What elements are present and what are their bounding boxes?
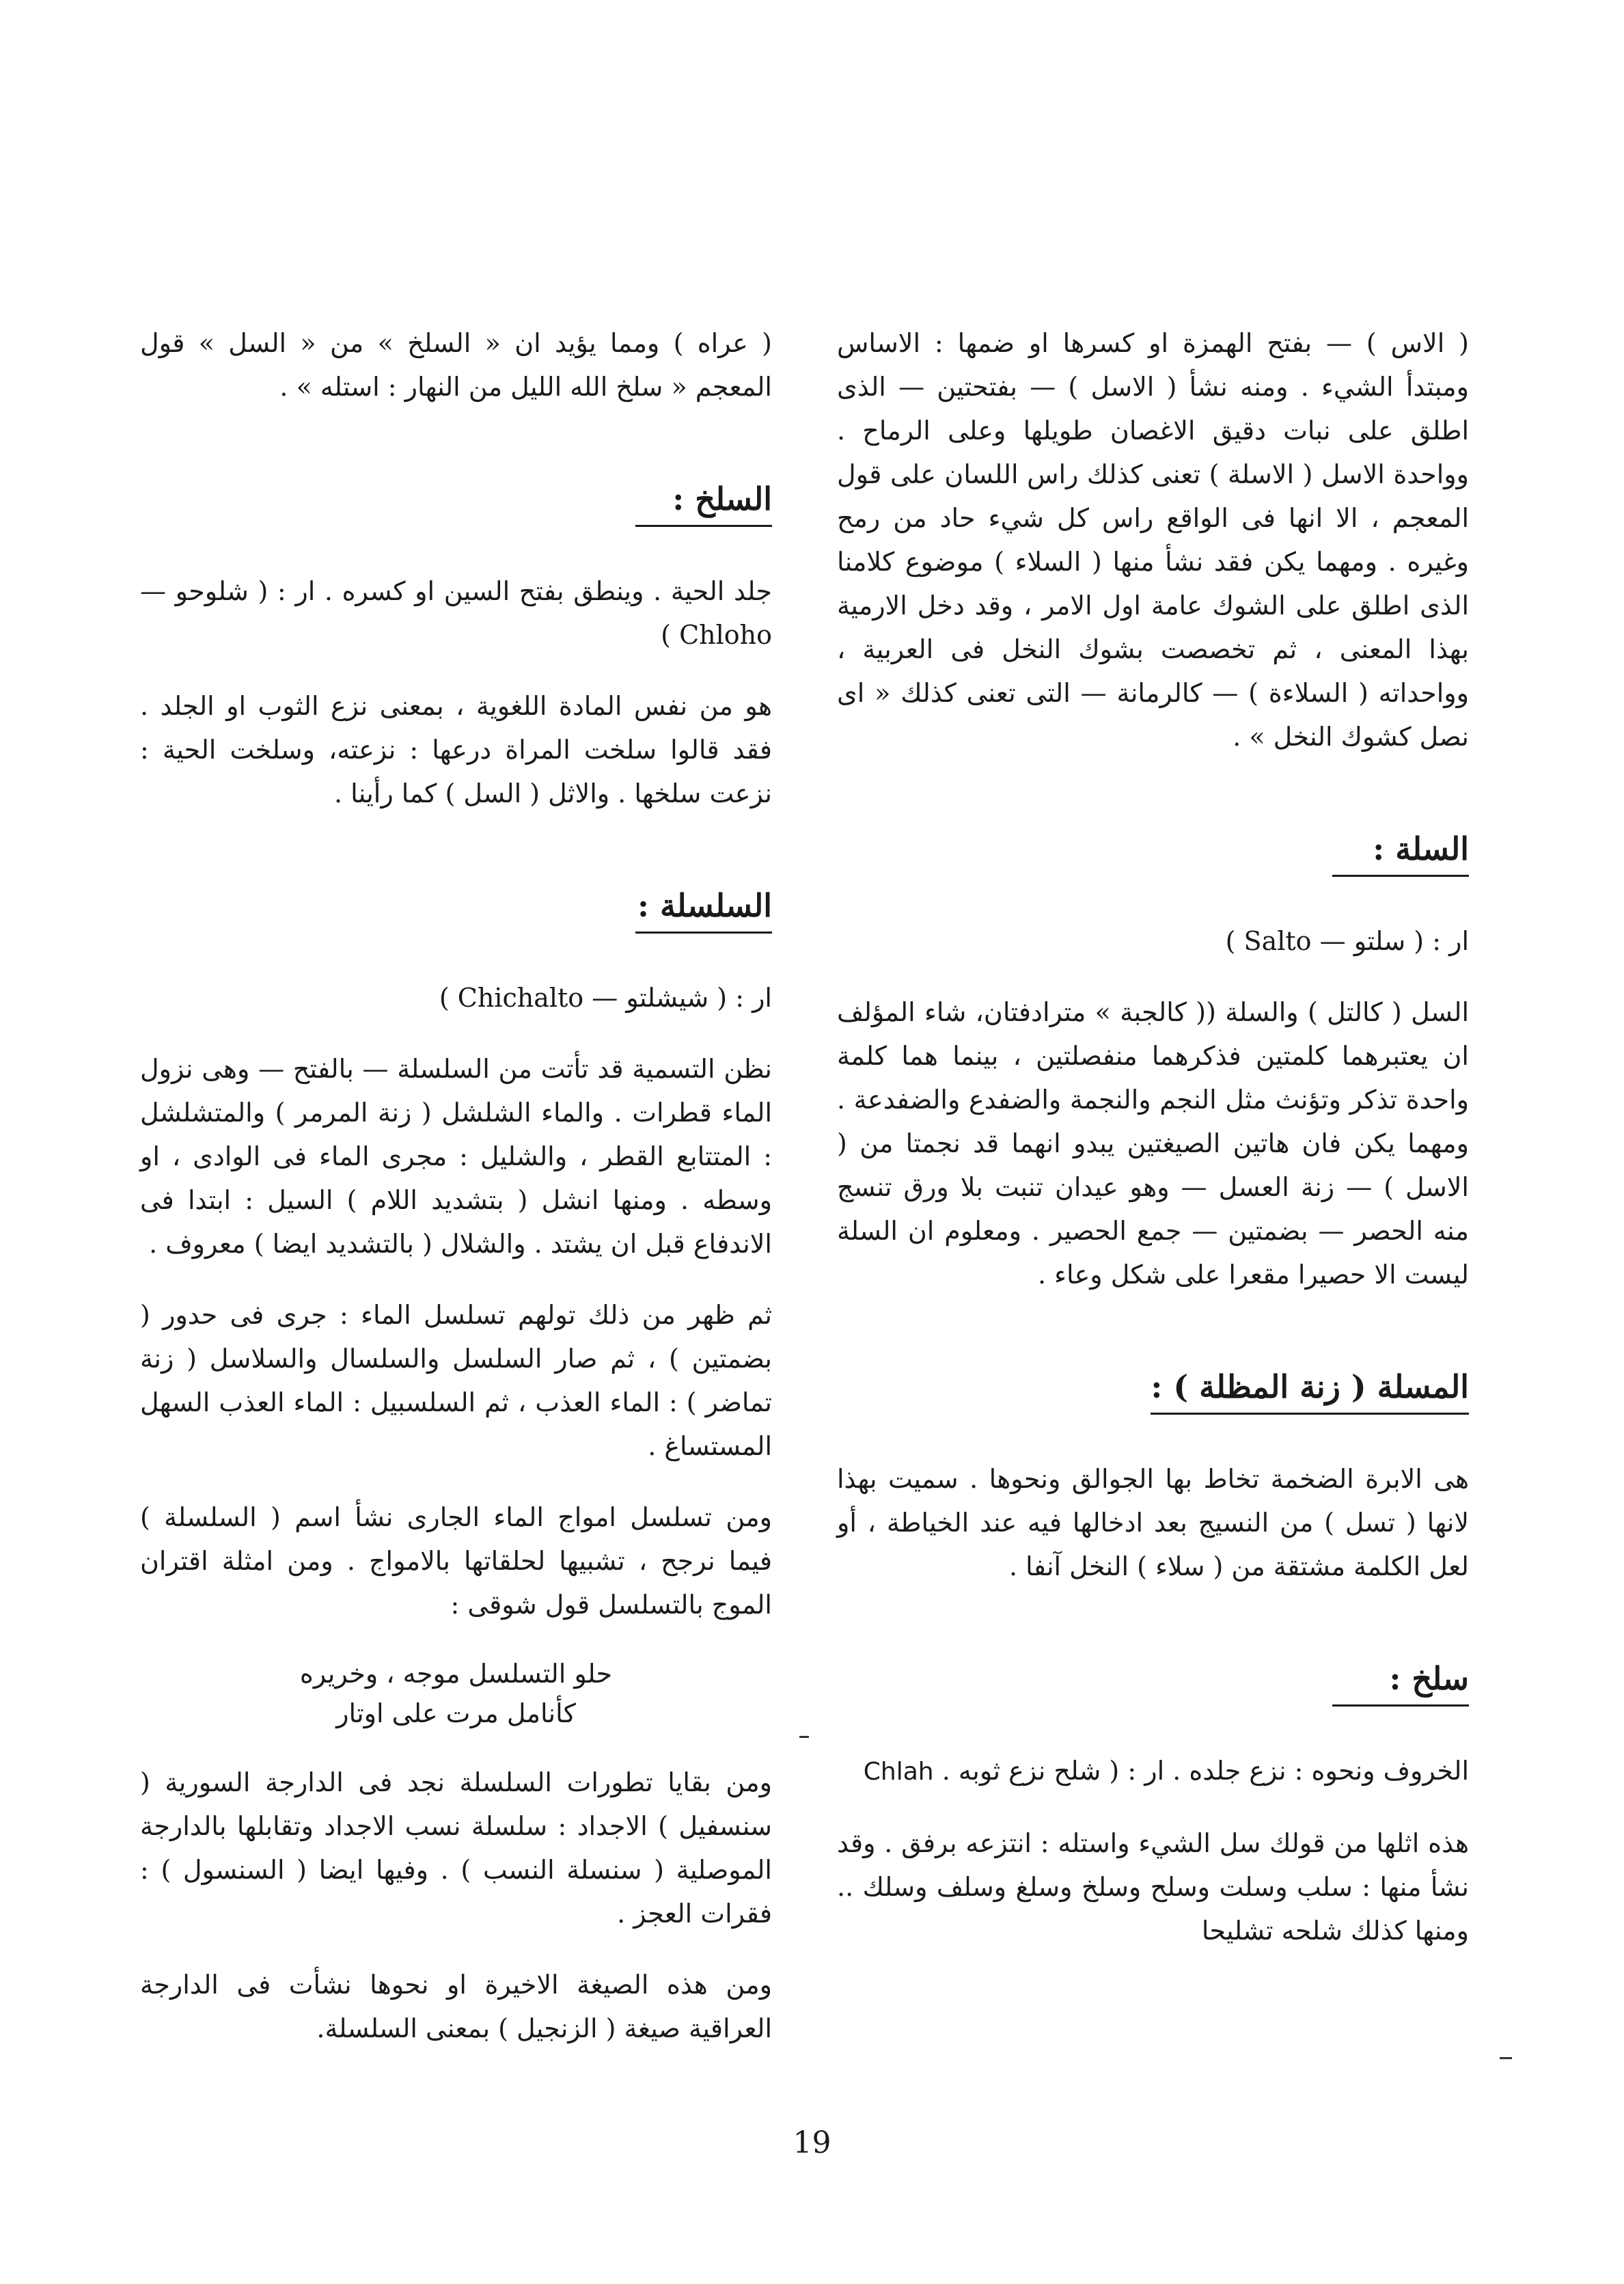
- scan-mark: [1500, 2057, 1512, 2059]
- paragraph-silsilah-1: نظن التسمية قد تأتت من السلسلة — بالفتح — وهى نزول الماء قطرات . والماء الشلشل ( زنة المرمر ) والمتشلشل : المتتابع القطر ، والشليل : مجرى الماء فى الوادى ، او وسطه . ومنها انشل ( بتشديد اللام ) السيل : ابتدا فى الاندفاع قبل ان يشتد . والشلال ( بالتشديد ايضا ) معروف .: [140, 1054, 772, 1259]
- paragraph-silsilah-5: ومن هذه الصيغة الاخيرة او نحوها نشأت فى الدارجة العراقية صيغة ( الزنجيل ) بمعنى السلسلة.: [140, 1970, 772, 2043]
- left-column: [140, 321, 772, 2078]
- salakha-text: الخروف ونحوه : نزع جلده . ار : ( شلح نزع ثوبه .: [941, 1756, 1469, 1786]
- heading-al-silkh: السلخ :: [635, 477, 772, 527]
- heading-al-sallah: السلة :: [1332, 827, 1469, 877]
- heading-al-misallah: المسلة ( زنة المظلة ) :: [1151, 1365, 1469, 1415]
- paragraph-silsilah-4: ومن بقايا تطورات السلسلة نجد فى الدارجة السورية ( سنسفيل ) الاجداد : سلسلة نسب الاجداد وتقابلها بالدارجة الموصلية ( سنسلة النسب ) . وفيها ايضا ( السنسول ) : فقرات العجز .: [140, 1767, 772, 1929]
- aramaic-ref-salto: ار : ( سلتو — Salto ): [1225, 926, 1469, 956]
- heading-al-silsilah: السلسلة :: [635, 884, 772, 934]
- poem-line-1: حلو التسلسل موجه ، وخريره: [299, 1659, 613, 1689]
- poem-line-2: كأنامل مرت على اوتار: [336, 1698, 576, 1728]
- paragraph-sall-origin: هذه اثلها من قولك سل الشيء واستله : انتزعه برفق . وقد نشأ منها : سلب وسلت وسلح وسلخ وسلغ وسلف وسلك .. ومنها كذلك شلحه تشليحا: [837, 1828, 1469, 1946]
- paragraph-silsilah-3: ومن تسلسل امواج الماء الجارى نشأ اسم ( السلسلة ) فيما نرجح ، تشبيها لحلقاتها بالامواج . ومن امثلة اقتران الموج بالتسلسل قول شوقى :: [140, 1502, 772, 1620]
- scan-mark: [799, 1736, 809, 1738]
- aramaic-ref-chichalto: ار : ( شيشلتو — Chichalto ): [439, 983, 772, 1013]
- salakha-latin: Chlah: [863, 1758, 934, 1786]
- paragraph-silkh-origin: هو من نفس المادة اللغوية ، بمعنى نزع الثوب او الجلد . فقد قالوا سلخت المراة درعها : نزعته، وسلخت الحية : نزعت سلخها . والاثل ( السل ) كما رأينا .: [140, 691, 772, 808]
- paragraph-al-as: ( الاس ) — بفتح الهمزة او كسرها او ضمها : الاساس ومبتدأ الشيء . ومنه نشأ ( الاسل ) — بفتحتين — الذى اطلق على نبات دقيق الاغصان طويلها وعلى الرماح . وواحدة الاسل ( الاسلة ) تعنى كذلك راس اللسان على قول المعجم ، الا انها فى الواقع راس كل شيء حاد من رمح وغيره . ومهما يكن فقد نشأ منها ( السلاء ) موضوع كلامنا الذى اطلق على الشوك عامة اول الامر ، وقد دخل الارمية بهذا المعنى ، ثم تخصصت بشوك النخل فى العربية ، وواحداته ( السلاءة ) — كالرمانة — التى تعنى كذلك « اى نصل كشوك النخل » .: [837, 328, 1469, 752]
- right-column: [837, 321, 1469, 1980]
- paragraph-salakha: [837, 1749, 1469, 1794]
- paragraph-al-misallah: هى الابرة الضخمة تخاط بها الجوالق ونحوها . سميت بهذا لانها ( تسل ) من النسيج بعد ادخالها فيه عند الخياطة ، أو لعل الكلمة مشتقة من ( سلاء ) النخل آنفا .: [837, 1464, 1469, 1581]
- paragraph-silsilah-2: ثم ظهر من ذلك تولهم تسلسل الماء : جرى فى حدور ( بضمتين ) ، ثم صار السلسل والسلسال والسلاسل ( زنة تماضر ) : الماء العذب ، ثم السلسبيل : الماء العذب السهل المستساغ .: [140, 1300, 772, 1461]
- paragraph-al-sall: السل ( كالتل ) والسلة (( كالجبة » مترادفتان، شاء المؤلف ان يعتبرهما كلمتين فذكرهما منفصلتين ، بينما هما كلمة واحدة تذكر وتؤنث مثل النجم والنجمة والضفدع والضفدعة . ومهما يكن فان هاتين الصيغتين يبدو انهما قد نجمتا من ( الاسل ) — زنة العسل — وهو عيدان تنبت بلا ورق تنسج منه الحصر — بضمتين — جمع الحصير . ومعلوم ان السلة ليست الا حصيرا مقعرا على شكل وعاء .: [837, 997, 1469, 1290]
- page-number: 19: [793, 2125, 831, 2160]
- poem-verse: [140, 1654, 772, 1733]
- heading-salakha: سلخ :: [1332, 1657, 1469, 1707]
- paragraph-silkh-def: جلد الحية . وينطق بفتح السين او كسره . ار : ( شلوحو — Chloho ): [140, 576, 772, 650]
- paragraph-salkh-continued: ( عراه ) ومما يؤيد ان « السلخ » من « السل » قول المعجم « سلخ الله الليل من النهار : استله » .: [140, 328, 772, 402]
